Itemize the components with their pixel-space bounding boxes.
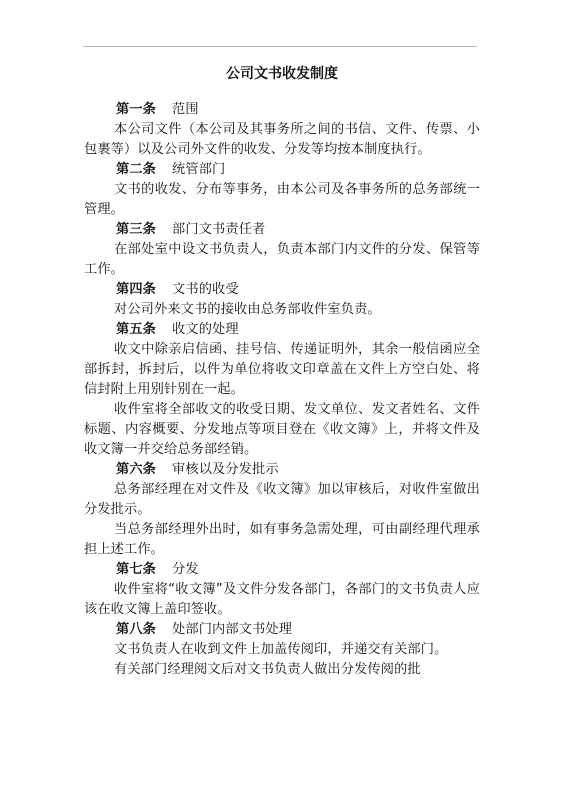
section-heading (84, 160, 480, 180)
section-number: 第四条 (116, 282, 157, 297)
section-paragraph: 对公司外来文书的接收由总务部收件室负责。 (114, 302, 381, 317)
section-heading-text: 部门文书责任者 (172, 222, 266, 237)
section-paragraph: 收件室将全部收文的收受日期、发文单位、发文者姓名、文件标题、内容概要、分发地点等项目登在《收文簿》上，并将文件及收文簿一并交给总务部经销。 (84, 402, 480, 457)
section-heading (84, 320, 480, 340)
section-heading-text: 处部门内部文书处理 (172, 622, 293, 637)
section-heading-text: 范围 (172, 102, 199, 117)
document-body (84, 100, 480, 680)
section-heading-text: 审核以及分发批示 (172, 462, 279, 477)
section-heading-text: 统管部门 (172, 162, 226, 177)
header-rule (83, 46, 477, 47)
section-number: 第一条 (116, 102, 157, 117)
section-paragraph: 当总务部经理外出时，如有事务急需处理，可由副经理代理承担上述工作。 (84, 522, 480, 557)
section-number: 第二条 (116, 162, 157, 177)
section-heading (84, 220, 480, 240)
section-heading-text: 分发 (172, 562, 199, 577)
section-heading (84, 460, 480, 480)
section-heading (84, 100, 480, 120)
section-paragraph: 在部处室中设文书负责人，负责本部门内文件的分发、保管等工作。 (84, 242, 480, 277)
document-title: 公司文书收发制度 (226, 66, 338, 82)
section-paragraph: 收件室将“收文簿”及文件分发各部门，各部门的文书负责人应该在收文簿上盖印签收。 (84, 582, 480, 617)
section-number: 第三条 (116, 222, 157, 237)
section-heading-text: 文书的收受 (172, 282, 239, 297)
section-paragraph: 文书负责人在收到文件上加盖传阅印，并递交有关部门。 (114, 642, 448, 657)
section-heading (84, 280, 480, 300)
section-number: 第五条 (116, 322, 157, 337)
section-number: 第七条 (116, 562, 157, 577)
section-paragraph: 文书的收发、分布等事务，由本公司及各事务所的总务部统一管理。 (84, 182, 480, 217)
section-number: 第八条 (116, 622, 157, 637)
section-paragraph: 总务部经理在对文件及《收文簿》加以审核后，对收件室做出分发批示。 (84, 482, 480, 517)
section-heading (84, 560, 480, 580)
section-paragraph: 有关部门经理阅文后对文书负责人做出分发传阅的批 (114, 662, 421, 677)
section-heading (84, 620, 480, 640)
section-paragraph: 本公司文件（本公司及其事务所之间的书信、文件、传票、小包裹等）以及公司外文件的收发、分发等均按本制度执行。 (84, 122, 480, 157)
section-heading-text: 收文的处理 (172, 322, 239, 337)
section-paragraph: 收文中除亲启信函、挂号信、传递证明外，其余一般信函应全部拆封，拆封后，以件为单位将收文印章盖在文件上方空白处、将信封附上用别针别在一起。 (84, 342, 480, 397)
section-number: 第六条 (116, 462, 157, 477)
